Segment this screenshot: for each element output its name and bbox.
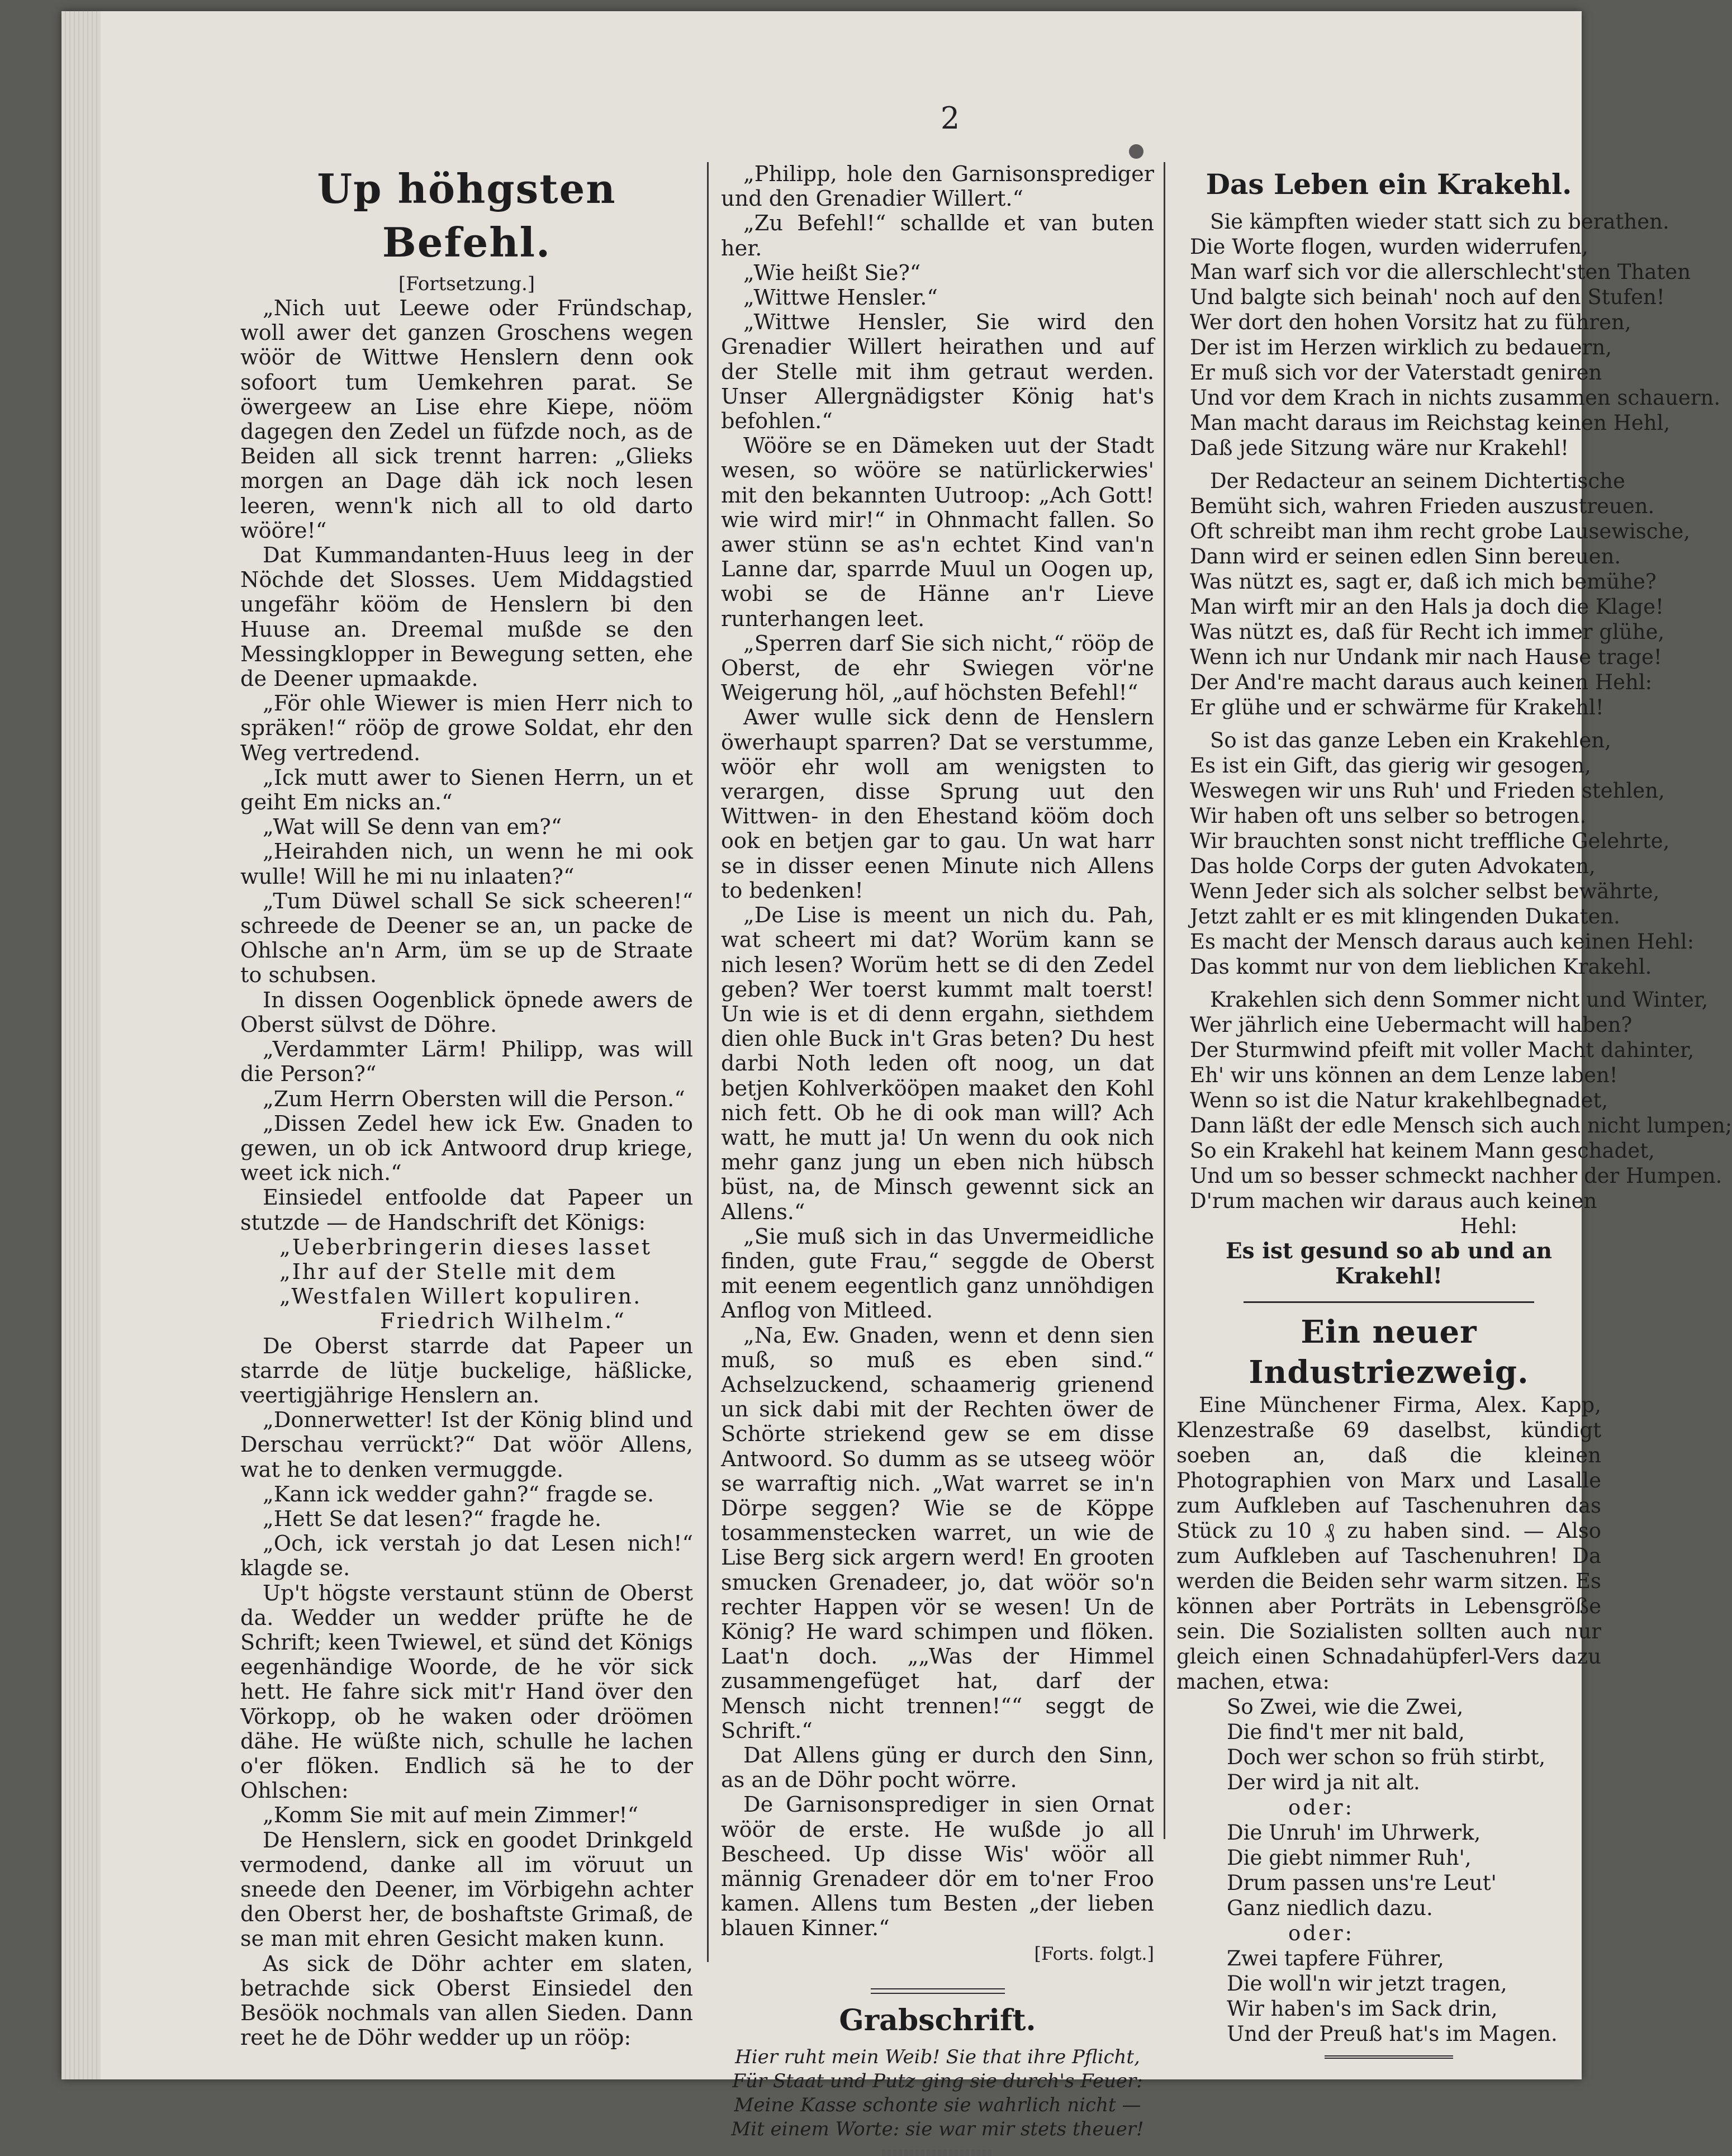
verse-line: Wir haben's im Sack drin,: [1227, 1997, 1498, 2021]
paragraph: „Hett Se dat lesen?“ fragde he.: [263, 1506, 601, 1532]
poem-line: Weswegen wir uns Ruh' und Frieden stehlen,: [1190, 779, 1665, 803]
paragraph: „Wat will Se denn van em?“: [263, 815, 562, 840]
paragraph: „Dissen Zedel hew ick Ew. Gnaden to gewen, un ob ick Antwoord drup kriege, weet ick nich.“: [240, 1111, 693, 1186]
poem-line: Wir haben oft uns selber so betrogen.: [1190, 804, 1587, 828]
newspaper-page: [61, 11, 1732, 2140]
paragraph: Awer wulle sick denn de Henslern öwerhaupt sparren? Dat se verstumme, wöör ehr woll am wenigsten to verargen, disse Sprung uut den Wittwen- in den Ehestand kööm doch ook en betjen gar to gau. Un wat harr se in disser eenen Minute nich Allens to bedenken!: [721, 705, 1154, 903]
poem-line: Sie kämpften wieder statt sich zu berathen.: [1210, 210, 1669, 234]
article2-title: Ein neuer Industriezweig.: [1249, 1314, 1529, 1391]
to-be-continued-note: [Forts. folgt.]: [1034, 1942, 1154, 1964]
poem-line: Das kommt nur von dem lieblichen Krakehl.: [1190, 955, 1652, 979]
poem-line: D'rum machen wir daraus auch keinen: [1190, 1189, 1597, 1213]
paragraph: „Wie heißt Sie?“: [743, 260, 921, 286]
poem-line: Man wirft mir an den Hals ja doch die Klage!: [1190, 595, 1664, 619]
poem-final-line: Es ist gesund so ab und an Krakehl!: [1225, 1238, 1553, 1289]
column-rule-1: [707, 162, 709, 1962]
paragraph: Wööre se en Dämeken uut der Stadt wesen, so wööre se natürlickerwies' mit den bekannten Uutroop: „Ach Gott! wie wird mir!“ in Ohnmacht fallen. So awer stünn se as'n echtet Kind van'n Lanne dar, sparrde Muul un Oogen up, wobi se de Hänne an'r Lieve runterhangen leet.: [721, 434, 1154, 632]
poem-line: So ist das ganze Leben ein Krakehlen,: [1210, 728, 1611, 752]
poem-body: [1176, 209, 1732, 1214]
poem-line: Der And're macht daraus auch keinen Hehl:: [1190, 670, 1653, 694]
poem-line: Dann läßt der edle Mensch sich auch nicht lumpen;: [1190, 1113, 1732, 1138]
poem-line: Der Sturmwind pfeift mit voller Macht dahinter,: [1190, 1038, 1695, 1062]
verse-line: Ganz niedlich dazu.: [1227, 1896, 1433, 1920]
verse-line: Und der Preuß hat's im Magen.: [1227, 2022, 1558, 2046]
paragraph: „Donnerwetter! Ist der König blind und Derschau verrückt?“ Dat wöör Allens, wat he to denken vermuggde.: [240, 1408, 693, 1482]
paragraph: „Zum Herrn Obersten will die Person.“: [263, 1087, 685, 1112]
verse-oder-1: oder:: [1288, 1795, 1355, 1819]
paragraph: De Henslern, sick en goodet Drinkgeld vermodend, danke all im vöruut un sneede den Deener, im Vörbigehn achter den Oberst her, de boshaftste Grimaß, de se man mit ehren Gesicht maken kunn.: [240, 1828, 693, 1952]
poem-line: Bemüht sich, wahren Frieden auszustreuen.: [1190, 494, 1655, 518]
poem-line: Wer jährlich eine Uebermacht will haben?: [1190, 1013, 1633, 1037]
letter-line: „Ueberbringerin dieses lasset: [279, 1235, 652, 1260]
verse-line: Die find't mer nit bald,: [1227, 1720, 1465, 1744]
poem-line: Wer dort den hohen Vorsitz hat zu führen,: [1190, 310, 1631, 334]
article-body-continued: [721, 162, 1154, 1941]
column-rule-2: [1164, 162, 1165, 1839]
paragraph: „Zu Befehl!“ schallde et van buten her.: [721, 211, 1154, 261]
poem-line: Krakehlen sich denn Sommer nicht und Winter,: [1210, 988, 1709, 1012]
verse-line: Zwei tapfere Führer,: [1227, 1946, 1444, 1970]
poem-line: Er muß sich vor der Vaterstadt geniren: [1190, 361, 1602, 385]
paragraph: „Sie muß sich in das Unvermeidliche finden, gute Frau,“ seggde de Oberst mit eenem eegentlich ganz unnöhdigen Anflog von Mitleed.: [721, 1224, 1154, 1324]
verse-line: Die giebt nimmer Ruh',: [1227, 1846, 1472, 1870]
poem-line: Wenn ich nur Undank mir nach Hause trage!: [1190, 645, 1662, 669]
paragraph: „Verdammter Lärm! Philipp, was will die Person?“: [240, 1037, 693, 1087]
poem-line: Der ist im Herzen wirklich zu bedauern,: [1190, 335, 1612, 359]
verse-line: Drum passen uns're Leut': [1227, 1871, 1497, 1895]
poem-line: Der Redacteur an seinem Dichtertische: [1210, 469, 1625, 493]
poem-stanza: [1176, 987, 1732, 1214]
poem-line: Und vor dem Krach in nichts zusammen schauern.: [1190, 386, 1721, 410]
paragraph: Up't högste verstaunt stünn de Oberst da. Wedder un wedder prüfte he de Schrift; keen Twiewel, et sünd det Königs eegenhändige Woorde, de he vör sick hett. He fahre sick mit'r Hand över den Vörkopp, ob he waken oder dröömen dähe. He wüßte nich, schulle he lachen o'er flöken. Endlich sä he to der Ohlschen:: [240, 1581, 693, 1804]
poem-line: Es ist ein Gift, das gierig wir gesogen,: [1190, 754, 1591, 778]
poem-line: Oft schreibt man ihm recht grobe Lausewische,: [1190, 519, 1690, 543]
paragraph: As sick de Döhr achter em slaten, betrachde sick Oberst Einsiedel den Besöök nochmals van allen Sieden. Dann reet he de Döhr wedder up un rööp:: [240, 1951, 693, 2051]
column-middle: [721, 162, 1154, 2156]
poem-line: Man macht daraus im Reichstag keinen Hehl,: [1190, 411, 1671, 435]
epitaph-line: Für Staat und Putz ging sie durch's Feuer:: [732, 2069, 1143, 2092]
paragraph: „Philipp, hole den Garnisonsprediger und den Grenadier Willert.“: [721, 162, 1154, 212]
ornament-divider: [882, 2149, 994, 2156]
poem-line: Und balgte sich beinah' noch auf den Stufen!: [1190, 285, 1665, 309]
ink-stain: [1129, 144, 1143, 159]
paragraph: „Wittwe Hensler, Sie wird den Grenadier Willert heirathen und auf der Stelle mit ihm getraut werden. Unser Allergnädigster König hat's befohlen.“: [721, 310, 1154, 434]
paragraph: „Kann ick wedder gahn?“ fragde se.: [263, 1482, 654, 1507]
paragraph: „Heirahden nich, un wenn he mi ook wulle! Will he mi nu inlaaten?“: [240, 840, 693, 889]
letter-line: „Ihr auf der Stelle mit dem: [279, 1259, 618, 1285]
page-stack-edge: [61, 11, 101, 2079]
epitaph-line: Hier ruht mein Weib! Sie that ihre Pflicht,: [735, 2045, 1140, 2068]
verse-1: [1176, 1694, 1601, 1795]
epitaph-body: [721, 2045, 1154, 2141]
verse-line: So Zwei, wie die Zwei,: [1227, 1695, 1464, 1719]
paragraph: „Komm Sie mit auf mein Zimmer!“: [263, 1803, 639, 1828]
poem-stanza: [1176, 728, 1695, 979]
poem-line: Es macht der Mensch daraus auch keinen Hehl:: [1190, 930, 1695, 954]
poem-title: Das Leben ein Krakehl.: [1206, 168, 1572, 201]
paragraph: Einsiedel entfoolde dat Papeer un stutzde — de Handschrift det Königs:: [240, 1186, 693, 1235]
poem-line: Wir brauchten sonst nicht treffliche Gelehrte,: [1190, 829, 1670, 853]
section-divider: [1244, 1301, 1534, 1303]
article-body-part1: [240, 296, 693, 1235]
article-body-part2: [240, 1334, 693, 2051]
poem-line: Und um so besser schmeckt nachher der Humpen.: [1190, 1164, 1722, 1188]
poem-stanza: [1176, 468, 1690, 720]
poem-line: Jetzt zahlt er es mit klingenden Dukaten.: [1190, 904, 1620, 928]
poem-line: Was nützt es, sagt er, daß ich mich bemühe?: [1190, 570, 1657, 594]
column-left: [240, 162, 693, 2050]
poem-line: Was nützt es, daß für Recht ich immer glühe,: [1190, 620, 1665, 644]
verse-line: Der wird ja nit alt.: [1227, 1770, 1420, 1794]
poem-line: Dann wird er seinen edlen Sinn bereuen.: [1190, 544, 1621, 568]
end-divider: [1325, 2055, 1453, 2059]
poem-line: Das holde Corps der guten Advokaten,: [1190, 854, 1596, 878]
paragraph: „Na, Ew. Gnaden, wenn et denn sien muß, so muß es eben sind.“ Achselzuckend, schaamerig grienend un sick dabi mit der Rechten öwer de Schörte striekend gew se em disse Antwoord. So dumm as se utseeg wöör se warraftig nich. „Wat warret se in'n Dörpe seggen? Wie se de Köppe tosammenstecken warret, un wie de Lise Berg sick argern werd! En grooten smucken Grenadeer, jo, dat wöör so'n rechter Happen vör se wesen! Un de König? He ward schimpen und flöken. Laat'n doch. „„Was der Himmel zusammengefüget hat, darf der Mensch nicht trennen!““ seggt de Schrift.“: [721, 1323, 1154, 1743]
poem-line: So ein Krakehl hat keinem Mann geschadet,: [1190, 1139, 1655, 1163]
verse-oder-2: oder:: [1288, 1921, 1355, 1945]
poem-line: Er glühe und er schwärme für Krakehl!: [1190, 695, 1604, 719]
poem-line: Daß jede Sitzung wäre nur Krakehl!: [1190, 436, 1569, 460]
article-title: Up höhgsten Befehl.: [317, 165, 616, 266]
paragraph: „Tum Düwel schall Se sick scheeren!“ schreede de Deener se an, un packe de Ohlsche an'n Arm, üm se up de Straate to schubsen.: [240, 889, 693, 988]
paragraph: In dissen Oogenblick öpnede awers de Oberst sülvst de Döhre.: [240, 988, 693, 1037]
poem-line: Wenn so ist die Natur krakehlbegnadet,: [1190, 1088, 1608, 1112]
paragraph: De Oberst starrde dat Papeer un starrde de lütje buckelige, häßlicke, veertigjährige Henslern an.: [240, 1334, 693, 1408]
paragraph: Dat Kummandanten-Huus leeg in der Nöchde det Slosses. Uem Middagstied ungefähr kööm de Henslern bi den Huuse an. Dreemal mußde se den Messingklopper in Bewegung setten, ehe de Deener upmaakde.: [240, 543, 693, 692]
section-divider: [871, 1988, 1005, 1994]
paragraph: „Och, ick verstah jo dat Lesen nich!“ klagde se.: [240, 1532, 693, 1581]
paragraph: „Nich uut Leewe oder Fründschap, woll awer det ganzen Groschens wegen wöör de Wittwe Henslern denn ook sofoort tum Uemkehren parat. Se öwergeew an Lise ehre Kiepe, nööm dagegen den Zedel un füfzde noch, as de Beiden all sick trennt harren: „Glieks morgen an Dage däh ick noch lesen leeren, wenn'k nich all to old darto wööre!“: [240, 296, 693, 543]
paragraph: „För ohle Wiewer is mien Herr nich to spräken!“ rööp de growe Soldat, ehr den Weg vertredend.: [240, 691, 693, 766]
paragraph: De Garnisonsprediger in sien Ornat wöör de erste. He wußde jo all Bescheed. Up disse Wis' wöör all männig Grenadeer dör em to'ner Froo kamen. Allens tum Besten „der lieben blauen Kinner.“: [721, 1793, 1154, 1941]
page-number: 2: [940, 101, 960, 136]
epitaph-line: Meine Kasse schonte sie wahrlich nicht —: [734, 2093, 1141, 2116]
letter-signature: Friedrich Wilhelm.“: [380, 1309, 626, 1334]
article2-text: Eine Münchener Firma, Alex. Kapp, Klenzestraße 69 daselbst, kündigt soeben an, daß die kleinen Photographien von Marx und Lasalle zum Aufkleben auf Taschenuhren das Stück zu 10 ₰ zu haben sind. — Also zum Aufkleben auf Taschenuhren! Da werden die Beiden sehr warm sitzen. Es können aber Porträts in Lebensgröße sein. Die Sozialisten sollten auch nur gleich einen Schnadahüpferl-Vers dazu machen, etwa:: [1176, 1393, 1601, 1694]
verse-line: Die Unruh' im Uhrwerk,: [1227, 1821, 1481, 1845]
paragraph: „Ick mutt awer to Sienen Herrn, un et geiht Em nicks an.“: [240, 765, 693, 816]
epitaph-line: Mit einem Worte: sie war mir stets theuer!: [731, 2117, 1144, 2140]
letter-line: „Westfalen Willert kopuliren.: [279, 1285, 642, 1310]
paragraph: „De Lise is meent un nich du. Pah, wat scheert mi dat? Worüm kann se nich lesen? Worüm hett se di den Zedel geben? Wer toerst kummt malt toerst! Un wie is et di denn ergahn, siethdem dien ohle Buck in't Gras beten? Du hest darbi Noth leden oft noog, un dat betjen Kohlverkööpen maaket den Kohl nich fett. Ob he di ook man will? Ach watt, he mutt ja! Un wenn du ook nich mehr ganz jung un eben nich hübsch büst, na, de Minsch gewennt sick an Allens.“: [721, 903, 1154, 1225]
verse-line: Die woll'n wir jetzt tragen,: [1227, 1972, 1507, 1996]
paragraph: „Wittwe Hensler.“: [743, 286, 938, 311]
poem-stanza: [1176, 209, 1721, 461]
paragraph: Dat Allens güng er durch den Sinn, as an de Döhr pocht wörre.: [721, 1743, 1154, 1793]
poem-line: Wenn Jeder sich als solcher selbst bewährte,: [1190, 879, 1660, 903]
verse-line: Doch wer schon so früh stirbt,: [1227, 1745, 1546, 1769]
epitaph-title: Grabschrift.: [839, 2003, 1036, 2037]
poem-line: Die Worte flogen, wurden widerrufen,: [1190, 235, 1588, 259]
paragraph: „Sperren darf Sie sich nicht,“ rööp de Oberst, de ehr Swiegen vör'ne Weigerung höl, „auf höchsten Befehl!“: [721, 631, 1154, 706]
royal-letter: [240, 1235, 693, 1334]
poem-line: Eh' wir uns können an dem Lenze laben!: [1190, 1063, 1618, 1087]
continuation-note: [Fortsetzung.]: [398, 273, 535, 295]
column-right: [1176, 162, 1732, 2059]
verse-2: [1176, 1820, 1601, 1921]
verse-3: [1176, 1946, 1601, 2046]
poem-line: Man warf sich vor die allerschlecht'sten Thaten: [1190, 260, 1691, 284]
poem-hehl: Hehl:: [1460, 1214, 1517, 1238]
